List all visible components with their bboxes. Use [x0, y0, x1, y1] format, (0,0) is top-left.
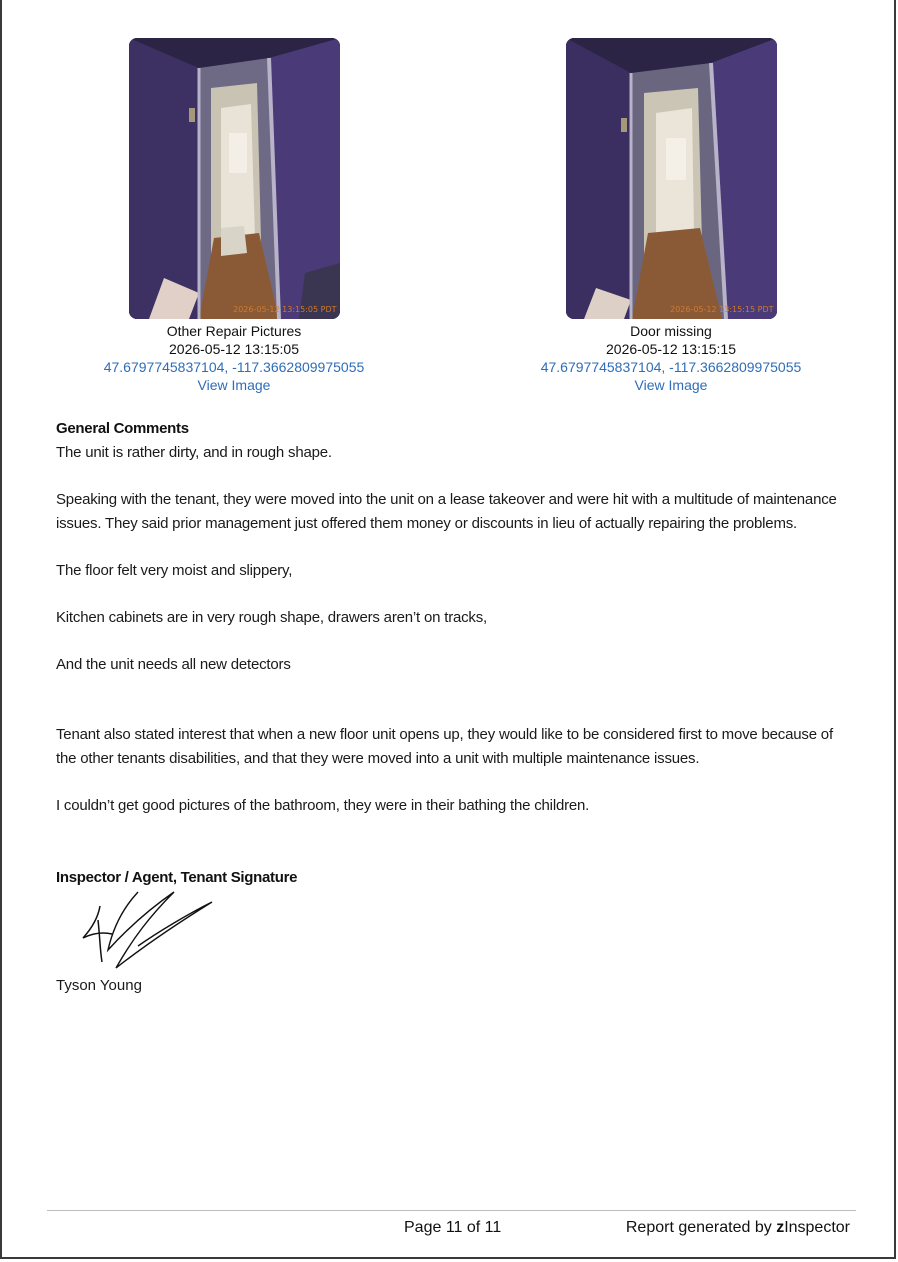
photo-timestamp-stamp: 2026-05-12 13:15:05 PDT	[233, 305, 337, 314]
general-comments-body	[56, 441, 856, 817]
photo-date: 2026-05-12 13:15:15	[606, 341, 736, 357]
comment-paragraph: The unit is rather dirty, and in rough shape.	[56, 444, 332, 461]
photo-coordinates-link[interactable]: 47.6797745837104, -117.3662809975055	[103, 359, 365, 375]
signature-heading: Inspector / Agent, Tenant Signature	[56, 869, 298, 886]
brand-rest: Inspector	[784, 1219, 850, 1236]
report-generated-by	[626, 1219, 850, 1237]
photo-timestamp-stamp: 2026-05-12 13:15:15 PDT	[670, 305, 774, 314]
photo-card-door-missing	[521, 38, 821, 394]
comment-paragraph: Speaking with the tenant, they were moved into the unit on a lease takeover and were hit with a multitude of maintenance issues. They said prior management just offered them money or discounts in lieu of actually repairing the problems.	[56, 491, 837, 532]
page-number: Page 11 of 11	[404, 1219, 502, 1236]
view-image-link[interactable]: View Image	[197, 377, 271, 393]
hallway-photo	[566, 38, 777, 319]
photo-thumbnail[interactable]	[566, 38, 777, 319]
footer-divider	[47, 1210, 856, 1211]
photo-card-other-repair	[84, 38, 384, 394]
generated-prefix: Report generated by	[625, 1219, 777, 1236]
view-image-link[interactable]: View Image	[634, 377, 708, 393]
comment-paragraph: I couldn’t get good pictures of the bathroom, they were in their bathing the children.	[56, 796, 590, 814]
photo-title: Door missing	[630, 323, 712, 339]
comment-paragraph: Tenant also stated interest that when a new floor unit opens up, they would like to be considered first to move because of the other tenants disabilities, and that they were moved into a unit with multiple maintenance issues.	[56, 726, 833, 767]
brand-bold: z	[776, 1219, 785, 1236]
photo-date: 2026-05-12 13:15:05	[169, 341, 299, 357]
comment-paragraph: Kitchen cabinets are in very rough shape, drawers aren’t on tracks,	[56, 608, 487, 626]
handwritten-signature	[78, 888, 218, 972]
photo-coordinates-link[interactable]: 47.6797745837104, -117.3662809975055	[540, 359, 802, 375]
photo-thumbnail[interactable]	[129, 38, 340, 319]
comment-paragraph: And the unit needs all new detectors	[56, 655, 291, 673]
signer-name: Tyson Young	[56, 977, 142, 994]
photo-title: Other Repair Pictures	[166, 323, 302, 339]
comment-paragraph: The floor felt very moist and slippery,	[56, 561, 293, 579]
general-comments-heading: General Comments	[56, 420, 189, 437]
hallway-photo	[129, 38, 340, 319]
